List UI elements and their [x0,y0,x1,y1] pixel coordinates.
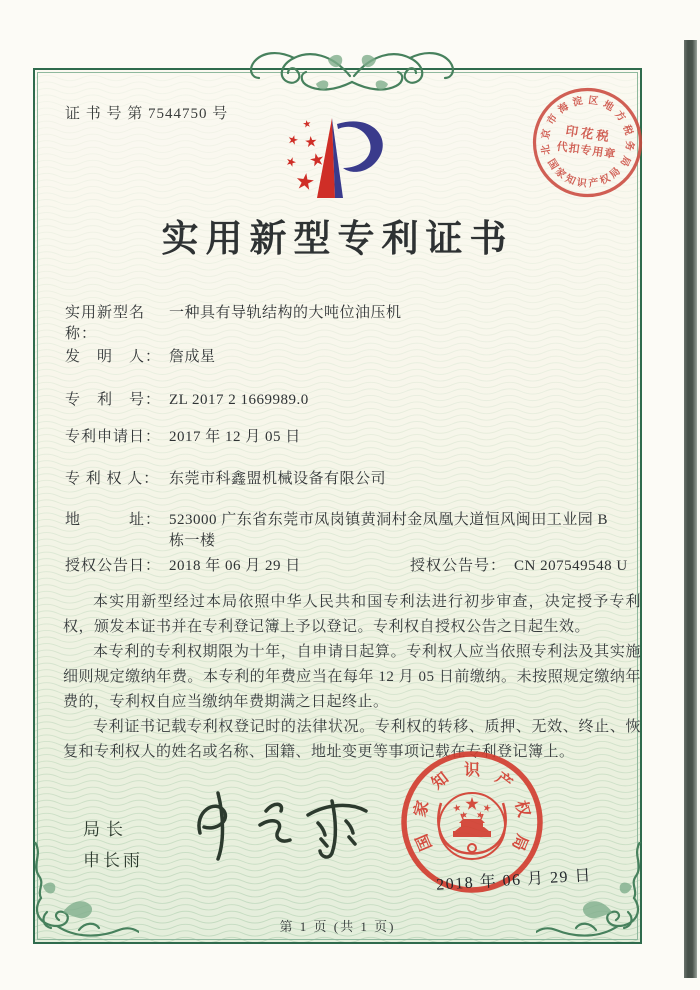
field-row-address [65,510,624,552]
svg-text:局: 局 [508,831,531,853]
svg-text:区: 区 [587,95,599,108]
field-label: 授权公告号： [410,558,507,574]
svg-text:局: 局 [607,165,623,181]
svg-text:知: 知 [563,173,578,188]
field-row-patentee [65,469,624,490]
svg-text:国: 国 [413,831,436,853]
svg-text:产: 产 [491,769,516,793]
stamp-center-line1: 印花税 [564,123,613,145]
emblem-star-icon [465,797,478,810]
svg-text:地: 地 [600,99,616,114]
field-label: 授权公告日： [65,558,162,574]
svg-text:权: 权 [598,172,613,188]
logo-star-icon [305,136,316,147]
svg-text:权: 权 [511,799,533,819]
paragraph: 本专利的专利权期限为十年，自申请日起算。专利权人应当依照专利法及其实施细则规定缴纳年费。本专利的年费应当在每年 12 月 05 日前缴纳。未按照规定缴纳年费的，专利权自应当缴纳年费期满之日起终止。 [63,644,641,710]
field-row-inventor [65,347,624,368]
svg-text:方: 方 [612,109,628,124]
officer-title: 局长 [83,820,129,839]
page-edge-shadow [684,40,697,978]
tax-stamp [525,80,650,205]
certificate-number: 证 书 号 第 7544750 号 [65,106,229,122]
logo-star-icon [310,153,323,166]
field-value: ZL 2017 2 1669989.0 [169,392,309,408]
field-value: 2017 年 12 月 05 日 [169,429,301,445]
field-value: 詹成星 [169,349,216,365]
svg-text:识: 识 [576,177,588,190]
emblem-star-icon [484,804,491,812]
paragraph: 本实用新型经过本局依照中华人民共和国专利法进行初步审查，决定授予专利权，颁发本证书并在专利登记簿上予以登记。专利权自授权公告之日起生效。 [63,594,641,635]
top-flourish-icon [232,46,472,102]
field-value: 523000 广东省东莞市凤岗镇黄洞村金凤凰大道恒风闽田工业园 B 栋一楼 [169,512,609,549]
svg-text:家: 家 [411,799,433,819]
field-value: CN 207549548 U [514,558,628,574]
logo-star-icon [303,120,311,128]
certificate-title: 实用新型专利证书 [161,219,514,260]
field-label: 发 明 人： [65,349,162,365]
corner-flourish-left-icon [27,842,139,954]
svg-text:淀: 淀 [571,95,584,109]
svg-text:识: 识 [463,762,481,779]
logo-star-icon [289,135,298,145]
field-label: 实用新型名称： [65,305,146,342]
field-label: 地 址： [65,512,162,528]
officer-signature [175,785,385,865]
field-label: 专 利 号： [65,392,162,408]
cnipa-logo-icon [285,110,395,206]
paragraph: 专利证书记载专利权登记时的法律状况。专利权的转移、质押、无效、终止、恢复和专利权人的姓名或名称、国籍、地址变更等事项记载在专利登记簿上。 [63,719,641,760]
logo-stars [287,120,323,190]
corner-flourish-right-icon [536,842,648,954]
svg-text:知: 知 [428,769,453,793]
field-value: 东莞市科鑫盟机械设备有限公司 [169,471,387,487]
field-label: 专利申请日： [65,429,162,445]
svg-text:务: 务 [622,140,635,152]
field-row-patent-number [65,390,624,411]
field-row-filing-date [65,427,624,448]
certificate-frame [33,68,642,944]
svg-text:市: 市 [545,112,561,127]
svg-text:产: 产 [587,177,600,190]
field-row-invention-name [65,303,624,345]
logo-star-icon [287,157,296,167]
field-row-grant [65,556,628,577]
svg-text:海: 海 [556,101,571,116]
emblem-star-icon [453,804,460,812]
svg-text:京: 京 [540,128,554,141]
svg-text:国: 国 [544,157,560,172]
grant-seal-date: 2018 年 06 月 29 日 [435,867,593,894]
page-number: 第 1 页 (共 1 页) [279,919,396,934]
logo-star-icon [297,173,314,190]
field-label: 专 利 权 人： [65,471,160,487]
national-emblem-icon [438,793,505,859]
grant-number-pair [410,556,628,577]
stamp-center-line2: 代扣专用章 [555,140,617,162]
seal-ring-text [410,761,534,854]
svg-text:北: 北 [540,143,553,156]
svg-text:局: 局 [617,153,632,168]
legal-paragraphs [63,590,641,765]
officer-name: 申长雨 [83,851,143,870]
field-value: 2018 年 06 月 29 日 [169,558,301,574]
field-value: 一种具有导轨结构的大吨位油压机 [169,305,402,321]
logo-p-bowl [337,121,383,172]
svg-text:税: 税 [620,123,634,137]
svg-text:家: 家 [552,166,568,182]
